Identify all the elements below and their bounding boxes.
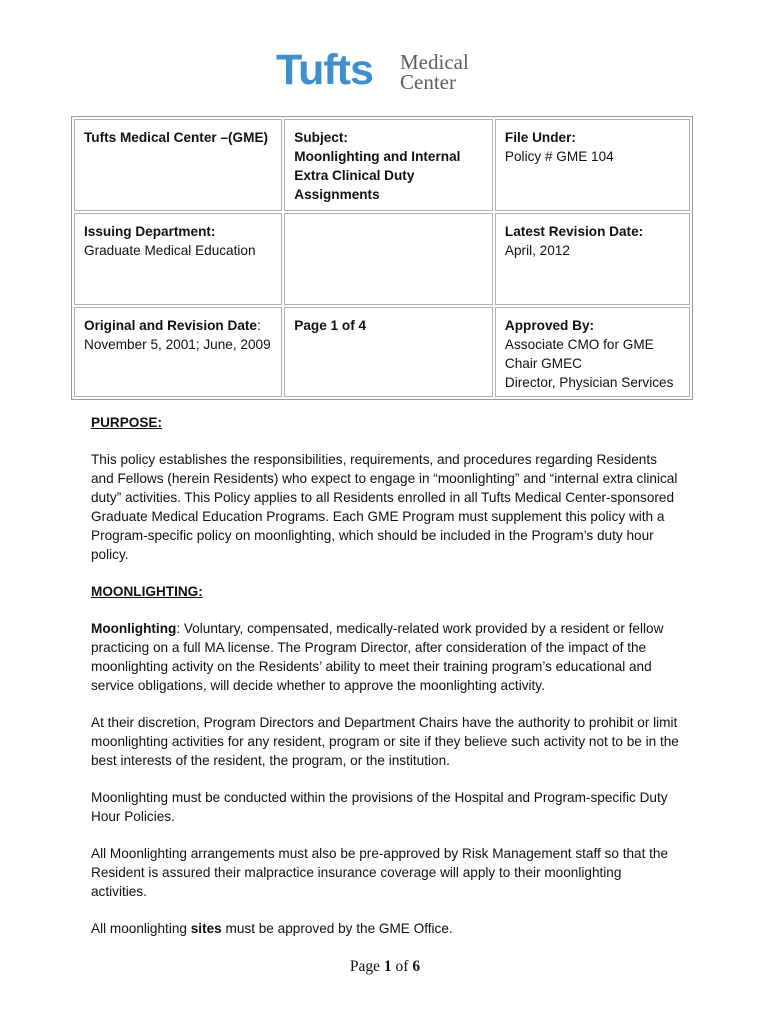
- revision-date-cell: [495, 213, 690, 305]
- revision-date-value: April, 2012: [504, 243, 570, 258]
- file-under-value: Policy # GME 104: [504, 149, 614, 164]
- approver-1: Associate CMO for GME: [504, 337, 654, 352]
- subject-text: Moonlighting and Internal Extra Clinical Duty Assignments: [294, 149, 461, 202]
- revision-date-label: Latest Revision Date:: [504, 224, 644, 239]
- moonlighting-definition-text: : Voluntary, compensated, medically-related work provided by a resident or fellow practicing on a full MA license. The Program Director, after consideration of the impact of the moonlighting activity on the Residents’ ability to meet their training program’s educational and service obligations, will decide whether to approve the moonlighting activity.: [91, 621, 664, 693]
- original-date-cell: [74, 307, 282, 397]
- sites-text-bold: sites: [190, 921, 222, 936]
- original-date-label: Original and Revision Date: [84, 318, 257, 333]
- empty-cell: [284, 213, 493, 305]
- moonlighting-term: Moonlighting: [91, 621, 177, 636]
- footer-of-word: of: [391, 958, 413, 975]
- logo-brand: Tufts: [276, 46, 373, 94]
- issuing-dept-label: Issuing Department:: [84, 224, 216, 239]
- page-count: Page 1 of 4: [294, 318, 367, 333]
- page-count-cell: [284, 307, 493, 397]
- issuing-dept-value: Graduate Medical Education: [84, 243, 256, 258]
- approver-3: Director, Physician Services: [504, 375, 674, 390]
- purpose-paragraph: This policy establishes the responsibilities, requirements, and procedures regarding Residents and Fellows (herein Residents) who expect to engage in “moonlighting” and “internal extra clinical duty” activities. This Policy applies to all Residents enrolled in all Tufts Medical Center-sponsored Graduate Medical Education Programs. Each GME Program must supplement this policy with a Program-specific policy on moonlighting, which should be included in the Program’s duty hour policy.: [91, 452, 678, 562]
- logo-wordmark: [400, 52, 469, 92]
- sites-paragraph: [91, 919, 681, 938]
- page-footer: [0, 958, 770, 976]
- issuing-dept-cell: [74, 213, 282, 305]
- approver-2: Chair GMEC: [504, 356, 582, 371]
- logo-line-center: Center: [400, 70, 456, 94]
- subject-label: Subject:: [294, 130, 348, 145]
- file-under-label: File Under:: [504, 130, 576, 145]
- footer-current-page: 1: [383, 958, 392, 975]
- file-under-cell: [495, 119, 690, 211]
- table-row: [74, 307, 690, 397]
- table-row: [74, 119, 690, 211]
- org-cell: [74, 119, 282, 211]
- org-name: Tufts Medical Center –(GME): [84, 130, 269, 145]
- sites-text-post: must be approved by the GME Office.: [221, 921, 453, 936]
- discretion-paragraph: At their discretion, Program Directors and Department Chairs have the authority to prohibit or limit moonlighting activities for any resident, program or site if they believe such activity not to be in the best interests of the resident, the program, or the institution.: [91, 715, 679, 768]
- table-row: [74, 213, 690, 305]
- purpose-heading: PURPOSE:: [91, 415, 163, 430]
- policy-body: [91, 413, 681, 956]
- risk-management-paragraph: All Moonlighting arrangements must also be pre-approved by Risk Management staff so that the Resident is assured their malpractice insurance coverage will apply to their moonlighting activities.: [91, 846, 669, 899]
- original-date-colon: :: [256, 318, 261, 333]
- footer-total-pages: 6: [412, 958, 421, 975]
- approved-by-cell: [495, 307, 690, 397]
- conduct-paragraph: Moonlighting must be conducted within the provisions of the Hospital and Program-specific Duty Hour Policies.: [91, 790, 668, 824]
- approved-by-label: Approved By:: [504, 318, 595, 333]
- original-date-value: November 5, 2001; June, 2009: [84, 337, 271, 352]
- moonlighting-definition: [91, 619, 681, 695]
- subject-cell: [284, 119, 493, 211]
- policy-header-table: [71, 116, 693, 400]
- sites-text-pre: All moonlighting: [91, 921, 191, 936]
- logo-line-medical: Medical: [400, 50, 469, 74]
- footer-page-word: Page: [349, 958, 384, 975]
- moonlighting-heading: MOONLIGHTING:: [91, 584, 203, 599]
